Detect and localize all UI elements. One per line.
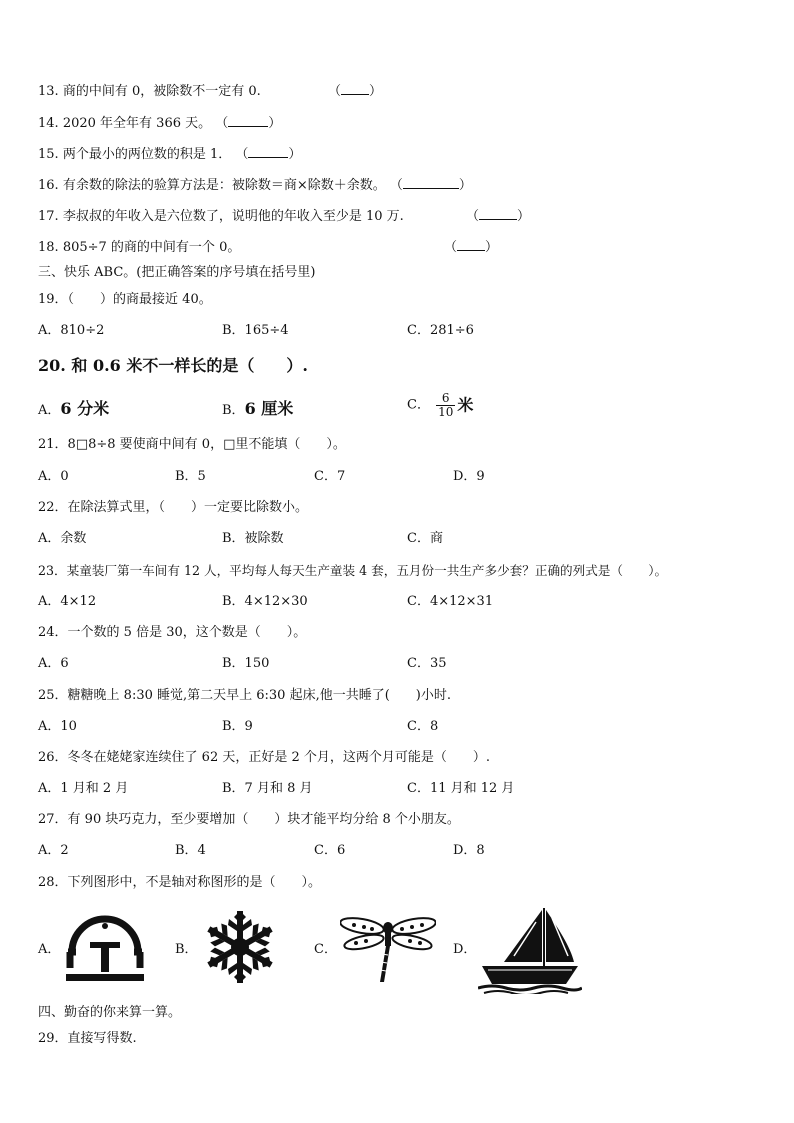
snowflake-icon [202,908,278,986]
option-22-b[interactable]: B．被除数 [222,531,284,546]
section-title-3: 三、快乐 ABC。(把正确答案的序号填在括号里) [38,265,316,280]
question-18 [38,240,240,256]
question-25-stem: 25．糖糖晚上 8:30 睡觉,第二天早上 6:30 起床,他一共睡了( )小时. [38,688,451,703]
question-13 [38,84,261,100]
option-27-a[interactable]: A．2 [38,843,69,858]
answer-blank-16[interactable]: （ ） [389,178,472,193]
answer-blank-13[interactable]: （ ） [328,84,383,99]
question-number: 13. [38,84,59,99]
sailboat-icon [478,904,582,994]
question-text: 商的中间有 0，被除数不一定有 0. [62,84,261,99]
option-25-a[interactable]: A．10 [38,719,77,734]
option-21-c[interactable]: C．7 [314,469,346,484]
option-26-a[interactable]: A．1 月和 2 月 [38,781,129,796]
answer-blank-18[interactable]: （ ） [444,240,499,255]
answer-blank-15[interactable]: （ ） [235,147,302,162]
question-28-stem: 28．下列图形中，不是轴对称图形的是（ ）。 [38,875,322,890]
question-24-stem: 24．一个数的 5 倍是 30，这个数是（ ）。 [38,625,307,640]
option-27-b[interactable]: B．4 [175,843,206,858]
option-24-b[interactable]: B．150 [222,656,270,671]
question-20-stem: 20. 和 0.6 米不一样长的是（ ）. [38,356,308,375]
option-26-c[interactable]: C．11 月和 12 月 [407,781,515,796]
question-16 [38,178,472,194]
answer-blank-14[interactable]: （ ） [215,116,282,131]
question-19-stem: 19．（ ）的商最接近 40。 [38,292,212,307]
option-19-a[interactable]: A．810÷2 [38,323,105,338]
question-number: 17. [38,209,59,224]
option-19-b[interactable]: B．165÷4 [222,323,289,338]
option-28-a-label[interactable]: A． [38,942,61,957]
dragonfly-icon [340,910,436,986]
option-23-a[interactable]: A．4×12 [38,594,97,609]
option-20-c[interactable]: C． $\frac{6}{10}$ 米 [407,391,474,419]
question-21-stem: 21．8□8÷8 要使商中间有 0，□里不能填（ ）。 [38,437,346,452]
option-26-b[interactable]: B．7 月和 8 月 [222,781,313,796]
question-26-stem: 26．冬冬在姥姥家连续住了 62 天，正好是 2 个月，这两个月可能是（ ）. [38,750,491,765]
option-28-b-label[interactable]: B． [175,942,198,957]
option-28-c-label[interactable]: C． [314,942,337,957]
option-22-c[interactable]: C．商 [407,531,443,546]
option-24-a[interactable]: A．6 [38,656,69,671]
question-number: 14. [38,116,59,131]
question-22-stem: 22．在除法算式里，（ ）一定要比除数小。 [38,500,309,515]
question-text: 805÷7 的商的中间有一个 0。 [62,240,241,255]
option-28-d-label[interactable]: D． [453,942,477,957]
option-27-c[interactable]: C．6 [314,843,346,858]
option-21-a[interactable]: A．0 [38,469,69,484]
answer-blank-17[interactable]: （ ） [466,209,531,224]
option-21-b[interactable]: B．5 [175,469,206,484]
option-20-b[interactable]: B．6 厘米 [222,399,294,418]
question-text: 两个最小的两位数的积是 1． [62,147,232,162]
option-19-c[interactable]: C．281÷6 [407,323,474,338]
option-27-d[interactable]: D．8 [453,843,485,858]
question-23-stem: 23．某童装厂第一车间有 12 人，平均每人每天生产童装 4 套，五月份一共生产多少套？正确的列式是（ ）。 [38,563,668,578]
question-number: 15. [38,147,59,162]
fraction: $\frac{6}{10}$ [438,391,454,419]
question-text: 有余数的除法的验算方法是：被除数＝商×除数＋余数。 [62,178,386,193]
option-22-a[interactable]: A．余数 [38,531,87,546]
option-20-a[interactable]: A．6 分米 [38,399,110,418]
question-number: 18. [38,240,59,255]
option-25-b[interactable]: B．9 [222,719,253,734]
question-text: 2020 年全年有 366 天。 [62,116,212,131]
option-25-c[interactable]: C．8 [407,719,439,734]
option-23-c[interactable]: C．4×12×31 [407,594,494,609]
option-24-c[interactable]: C．35 [407,656,447,671]
question-15 [38,147,301,163]
question-number: 16. [38,178,59,193]
question-29-stem: 29．直接写得数. [38,1031,137,1046]
question-27-stem: 27．有 90 块巧克力，至少要增加（ ）块才能平均分给 8 个小朋友。 [38,812,460,827]
metro-logo-icon [64,908,146,990]
option-21-d[interactable]: D．9 [453,469,485,484]
question-text: 李叔叔的年收入是六位数了，说明他的年收入至少是 10 万. [62,209,404,224]
question-14 [38,116,281,132]
section-title-4: 四、勤奋的你来算一算。 [38,1005,182,1020]
question-17 [38,209,404,225]
option-23-b[interactable]: B．4×12×30 [222,594,308,609]
